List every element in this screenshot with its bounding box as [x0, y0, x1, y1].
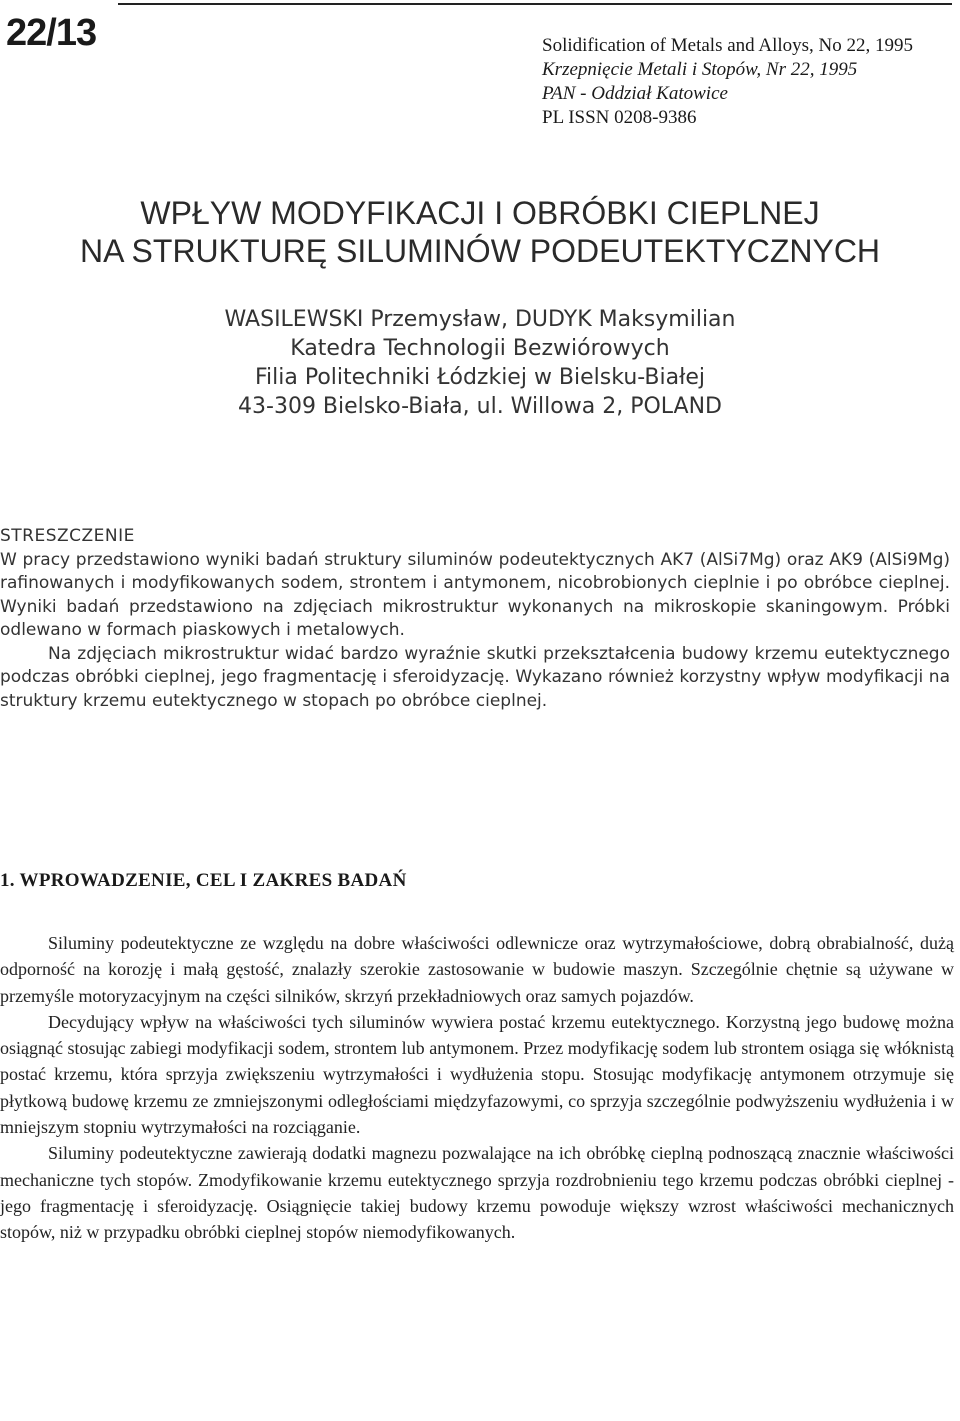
body-paragraph: Decydujący wpływ na właściwości tych siluminów wywiera postać krzemu eutektycznego. Korzystną jego budowę można osiągnąć stosując zabiegi modyfikacji sodem, strontem lub antymonem. Przez modyfikację sodem lub strontem osiąga się włóknistą postać krzemu, która sprzyja zwiększeniu wytrzymałości i wydłużenia stopu. Stosując modyfikację antymonem otrzymuje się płytkową budowę krzemu ze zmniejszonymi odległościami międzyfazowymi, co sprzyja szczególnie podwyższeniu wydłużenia i w mniejszym stopniu wytrzymałości na rozciąganie. — [0, 1011, 954, 1138]
body-paragraph: Siluminy podeutektyczne zawierają dodatki magnezu pozwalające na ich obróbkę cieplną podnoszącą znacznie właściwości mechaniczne tych stopów. Zmodyfikowanie krzemu eutektycznego sprzyja rozdrobnieniu tego krzemu podczas obróbki cieplnej - jego fragmentację i sferoidyzację. Osiągnięcie takiej budowy krzemu powoduje większy wzrost właściwości mechanicznych stopów, niż w przypadku obróbki cieplnej stopów niemodyfikowanych. — [0, 1143, 954, 1243]
body-paragraph: Siluminy podeutektyczne ze względu na dobre właściwości odlewnicze oraz wytrzymałościowe, dobrą obrabialność, dużą odporność na korozję i małą gęstość, znalazły szerokie zastosowanie w budowie maszyn. Szczególnie chętnie są używane w przemyśle motoryzacyjnym na części silników, skrzyń przekładniowych oraz samych pojazdów. — [0, 933, 954, 1006]
journal-line: Krzepnięcie Metali i Stopów, Nr 22, 1995 — [542, 59, 858, 80]
author-names: WASILEWSKI Przemysław, DUDYK Maksymilian — [224, 307, 736, 332]
title-line: WPŁYW MODYFIKACJI I OBRÓBKI CIEPLNEJ — [140, 195, 820, 231]
affiliation-line: Katedra Technologii Bezwiórowych — [290, 336, 670, 361]
abstract-paragraph: W pracy przedstawiono wyniki badań struktury siluminów podeutektycznych AK7 (AlSi7Mg) oraz AK9 (AlSi9Mg) rafinowanych i modyfikowanych sodem, strontem i antymonem, nicobrobionych cieplnie i po obróbce cieplnej. Wyniki badań przedstawiono na zdjęciach mikrostruktur wykonanych na mikroskopie skaningowym. Próbki odlewano w formach piaskowych i metalowych. — [0, 549, 950, 640]
section-heading: 1. WPROWADZENIE, CEL I ZAKRES BADAŃ — [0, 870, 407, 891]
abstract-paragraph: Na zdjęciach mikrostruktur widać bardzo wyraźnie skutki przekształcenia budowy krzemu eutektycznego podczas obróbki cieplnej, jego fragmentację i sferoidyzację. Wykazano również korzystny wpływ modyfikacji na struktury krzemu eutektycznego w stopach po obróbce cieplnej. — [0, 643, 950, 711]
journal-line: PAN - Oddział Katowice — [542, 83, 728, 104]
address-line: 43-309 Bielsko-Biała, ul. Willowa 2, POLAND — [238, 394, 722, 419]
paper-title — [0, 194, 960, 270]
abstract-heading: STRESZCZENIE — [0, 526, 135, 546]
header-rule — [118, 3, 952, 5]
page-number: 22/13 — [6, 12, 97, 54]
affiliation-line: Filia Politechniki Łódzkiej w Bielsku-Białej — [254, 365, 705, 390]
journal-line: PL ISSN 0208-9386 — [542, 107, 697, 128]
abstract — [0, 525, 950, 713]
title-line: NA STRUKTURĘ SILUMINÓW PODEUTEKTYCZNYCH — [79, 233, 881, 269]
journal-info — [542, 34, 957, 130]
author-block — [0, 305, 960, 421]
journal-line: Solidification of Metals and Alloys, No 22, 1995 — [542, 35, 914, 56]
section-body — [0, 930, 954, 1246]
